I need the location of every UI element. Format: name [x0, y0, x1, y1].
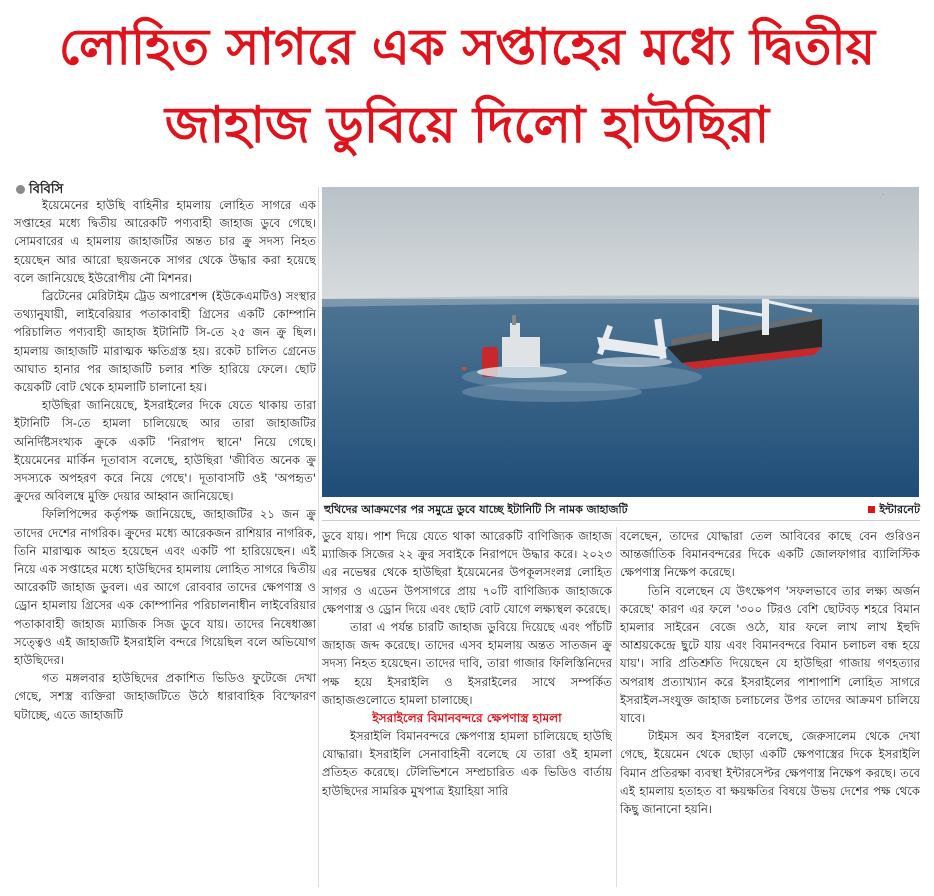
crane: [712, 305, 719, 341]
column-divider: [318, 187, 319, 887]
sky-area: [322, 187, 919, 302]
paragraph: হাউছিরা জানিয়েছে, ইসরাইলের দিকে যেতে থাকায় তারা ইটানিটি সি-তে হামলা চালিয়েছে আর তারা জাহাজটির অনির্দিষ্টসংখ্যক ক্রুকে একটি 'নিরাপদ স্থানে' নিয়ে গেছে। ইয়েমেনের মার্কিন দূতাবাস বলেছে, হাউছিরা 'জীবিত অনেক ক্রু সদস্যকে অপহরণ করে নিয়ে গেছে'। দূতাবাসটি ওই 'অপহৃত' ক্রুদের অবিলম্বে মুক্তি দেয়ার আহ্বান জানিয়েছে।: [14, 398, 316, 504]
paragraph: তারা এ পর্যন্ত চারটি জাহাজ ডুবিয়ে দিয়েছে এবং পাঁচটি জাহাজ জব্দ করেছে। তাদের এসব হামলায় অন্তত সাতজন ক্রু সদস্য নিহত হয়েছেন। তাদের দাবি, তারা গাজার ফিলিস্তিনিদের পক্ষ হয়ে ইসরাইলি ও ইসরাইলের সাথে সম্পর্কিত জাহাজগুলোতে হামলা চালাচ্ছে।: [322, 620, 612, 707]
paragraph: ডুবে যায়। পাশ দিয়ে যেতে থাকা আরেকটি বাণিজ্যিক জাহাজ ম্যাজিক সিজের ২২ ক্রুর সবাইকে নিরাপদে উদ্ধার করে। ২০২৩ এর নভেম্বর থেকে হাউছিরা ইয়েমেনের উপকূলসংলগ্ন লোহিত সাগর ও এডেন উপসাগরে প্রায় ৭০টি বাণিজ্যিক জাহাজকে ক্ষেপণাস্ত্র ও ড্রোন দিয়ে এবং ছোট বোট যোগে লক্ষ্যস্থল করেছে।: [322, 529, 612, 616]
paragraph: তিনি বলেছেন যে উৎক্ষেপণ 'সফলভাবে তার লক্ষ্য অর্জন করেছে' কারণ এর ফলে '৩০০ টিরও বেশি ছোটবড় শহরে বিমান হামলার সাইরেন বেজে ওঠে, যার ফলে লাখ লাখ ইহুদি আশ্রয়কেন্দ্রে ছুটে যায় এবং বিমানবন্দরে বিমান চলাচল বন্ধ হয়ে যায়'। সারি প্রতিশ্রুতি দিয়েছেন যে হাউছিরা গাজায় গণহত্যার অপরাধ প্রত্যাখ্যান করে ইসরাইলের পাশাপাশি লোহিত সাগরে ইসরাইল-সংযুক্ত জাহাজ চলাচলের উপর তাদের আক্রমণ চালিয়ে যাবে।: [620, 583, 920, 726]
credit-square-icon: [868, 506, 875, 513]
paragraph: ফিলিপিন্সের কর্তৃপক্ষ জানিয়েছে, জাহাজটির ২১ জন ক্রু তাদের দেশের নাগরিক। ক্রুদের মধ্যে আরেকজন রাশিয়ার নাগরিক, তিনি মারাত্মক আহত হয়েছেন এবং একটি পা হারিয়েছেন। এই নিয়ে এক সপ্তাহের মধ্যে হাউছিদের হামলায় লোহিত সাগরে দ্বিতীয় আরেকটি জাহাজ ডুবল। এর আগে রোববার তাদের ক্ষেপণাস্ত্র ও ড্রোন হামলায় গ্রিসের এক কোম্পানির পরিচালনাধীন লাইবেরিয়ার পতাকাবাহী জাহাজ ম্যাজিক সিজ ডুবে যায়। তাদের নিষেধাজ্ঞা সত্ত্বেও এই জাহাজটি ইসরাইলি বন্দরে গিয়েছিল বলে অভিযোগ হাউছিদের।: [14, 507, 316, 668]
headline: [0, 8, 934, 164]
bullet-dot-icon: [16, 185, 25, 194]
subheading: ইসরাইলের বিমানবন্দরে ক্ষেপণাস্ত্র হামলা: [372, 711, 562, 726]
paragraph: গত মঙ্গলবার হাউছিদের প্রকাশিত ভিডিও ফুটেজে দেখা গেছে, সশস্ত্র ব্যক্তিরা জাহাজটিতে উঠে ধারাবাহিক বিস্ফোরণ ঘটাচ্ছে, এতে জাহাজটি: [14, 671, 316, 722]
crane: [762, 299, 769, 335]
article-column-3: [620, 527, 920, 892]
article-column-2: [322, 527, 612, 892]
byline-source: বিবিসি: [29, 182, 64, 197]
paragraph: ইসরাইলি বিমানবন্দরে ক্ষেপণাস্ত্র হামলা চালিয়েছে হাউছি যোদ্ধারা। ইসরাইলি সেনাবাহিনী বলেছে যে তারা ওই হামলা প্রতিহত করেছে। টেলিভিশনে সম্প্রচারিত এক ভিডিও বার্তায় হাউছিদের সামরিক মুখপাত্র ইয়াহিয়া সারি: [322, 729, 612, 798]
ship-bridge: [502, 337, 540, 367]
svg-text:·: ·: [882, 191, 885, 199]
photo-credit: [868, 501, 920, 520]
headline-line-2: জাহাজ ডুবিয়ে দিলো হাউছিরা: [164, 96, 770, 154]
paragraph: টাইমস অব ইসরাইল বলেছে, জেরুসালেম থেকে দেখা গেছে, ইয়েমেন থেকে ছোড়া একটি ক্ষেপণাস্ত্রের দিকে ইসরাইলি বিমান প্রতিরক্ষা ব্যবস্থা ইন্টারসেপ্টর ক্ষেপণাস্ত্র নিক্ষেপ করছে। তবে এই হামলায় হতাহত বা ক্ষয়ক্ষতির বিষয়ে উভয় দেশের পক্ষ থেকে কিছু জানানো হয়নি।: [620, 729, 920, 817]
paragraph: বলেছেন, তাদের যোদ্ধারা তেল আবিবের কাছে বেন গুরিওন আন্তর্জাতিক বিমানবন্দরের দিকে একটি জোলফাগার ব্যালিস্টিক ক্ষেপণাস্ত্র নিক্ষেপ করেছে।: [620, 529, 920, 580]
sinking-ship-illustration: [322, 187, 919, 497]
photo-credit-text: ইন্টারনেট: [879, 503, 920, 516]
paragraph: ব্রিটেনের মেরিটাইম ট্রেড অপারেশন্স (ইউকেএমটিও) সংস্থার তথ্যানুযায়ী, লাইবেরিয়ার পতাকাবাহী গ্রিসের একটি কোম্পানি পরিচালিত পণ্যবাহী জাহাজ ইটানিটি সি-তে ২৫ জন ক্রু ছিল। হামলায় জাহাজটি মারাত্মক ক্ষতিগ্রস্ত হয়। রকেট চালিত গ্রেনেড আঘাত হানার পর জাহাজটি চলার শক্তি হারিয়ে ফেলে। ছোট কয়েকটি বোট থেকে হামলাটি চালানো হয়।: [14, 289, 316, 395]
photo-caption: হুথিদের আক্রমণের পর সমুদ্রে ডুবে যাচ্ছে ইটানিটি সি নামক জাহাজটি: [324, 503, 628, 516]
article-column-1: [14, 196, 316, 892]
paragraph: ইয়েমেনের হাউছি বাহিনীর হামলায় লোহিত সাগরে এক সপ্তাহের মধ্যে দ্বিতীয় আরেকটি পণ্যবাহী জাহাজ ডুবে গেছে। সোমবারের এ হামলায় জাহাজটির অন্তত চার ক্রু সদস্য নিহত হয়েছেন আর আরো ছয়জনকে সাগর থেকে উদ্ধার করা হয়েছে বলে জানিয়েছে ইউরোপীয় নৌ মিশনর।: [14, 198, 316, 285]
column-divider: [616, 527, 617, 887]
caption-divider: [322, 520, 920, 521]
headline-line-1: লোহিত সাগরে এক সপ্তাহের মধ্যে দ্বিতীয়: [58, 18, 876, 76]
news-photo: [322, 187, 919, 497]
